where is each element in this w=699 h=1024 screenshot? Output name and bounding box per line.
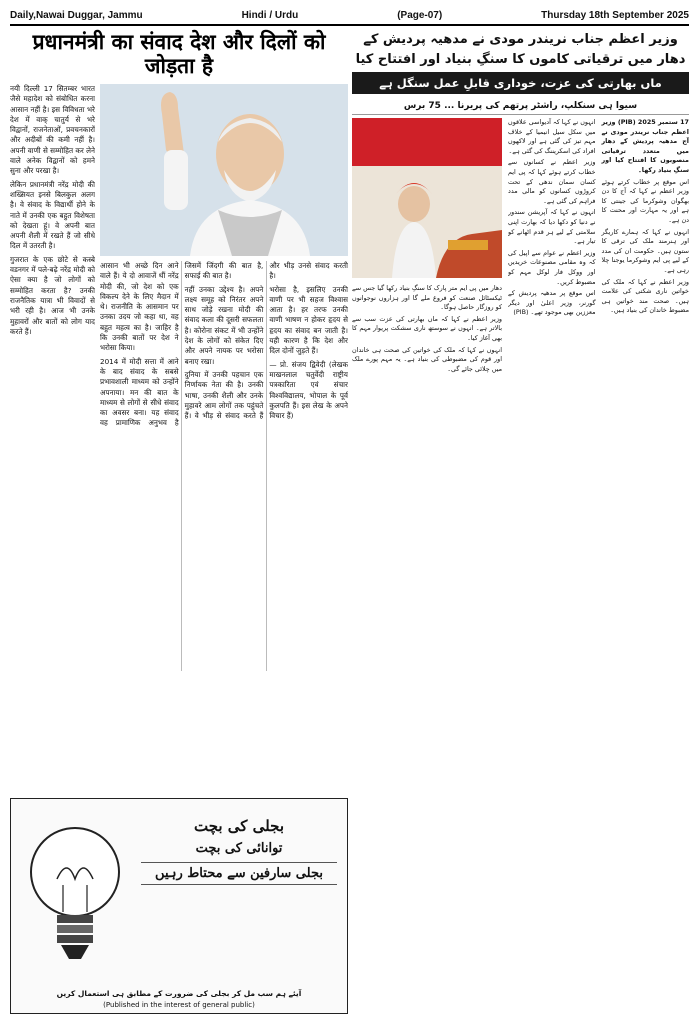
- urdu-paragraph: انہوں نے کہا کہ آپریشن سندور نے دنیا کو دکھا دیا کہ بھارت اپنی سلامتی کے لیے ہر قدم اٹھانے کو تیار ہے۔: [508, 208, 596, 246]
- urdu-paragraph: انہوں نے کہا کہ ملک کی خواتین کی صحت ہی خاندان اور قوم کی مضبوطی کی بنیاد ہے۔ یہ مہم پورے ملک میں چلائی جائے گی۔: [352, 345, 502, 373]
- ad-footer: (Published in the interest of general public): [103, 1001, 255, 1009]
- urdu-paragraph: 17 ستمبر 2025 (PIB) وزیر اعظم جناب نریندر مودی نے آج مدھیہ پردیش کے دھار میں متعدد ترقیاتی منصوبوں کا افتتاح کیا اور سنگِ بنیاد رکھا۔: [601, 118, 689, 174]
- urdu-right-columns: [508, 118, 689, 1008]
- urdu-paragraph: اس موقع پر خطاب کرتے ہوئے وزیر اعظم نے کہا کہ آج کا دن بھگوان وشوکرما کی جینتی کا ہے اور یہ مہارت اور محنت کا دن ہے۔: [601, 177, 689, 224]
- lightbulb-icon: [23, 817, 127, 987]
- paper-name: Daily,Nawai Duggar, Jammu: [10, 9, 143, 21]
- ad-text: [141, 817, 337, 885]
- urdu-paragraph: وزیر اعظم نے کسانوں سے خطاب کرتے ہوئے کہا کہ پی ایم کسان سمان ندھی کے تحت کروڑوں کسانوں کو مالی مدد فراہم کی گئی ہے۔: [508, 158, 596, 205]
- ad-line: توانائی کی بچت: [195, 841, 283, 856]
- ad-urdu-footer: آیئے ہم سب مل کر بجلی کی ضرورت کے مطابق ہی استعمال کریں: [56, 989, 302, 998]
- masthead: [10, 6, 689, 26]
- urdu-paragraph: اس موقع پر مدھیہ پردیش کے گورنر، وزیر اعلیٰ اور دیگر معززین بھی موجود تھے۔ (PIB): [508, 289, 596, 317]
- hindi-section: [10, 28, 348, 1014]
- urdu-section: [352, 28, 689, 1014]
- urdu-paragraph: وزیر اعظم نے عوام سے اپیل کی کہ وہ مقامی مصنوعات خریدیں اور ووکل فار لوکل مہم کو مضبوط کریں۔: [508, 248, 596, 286]
- author-credit: — प्रो. संजय द्विवेदी (लेखक माखनलाल चतुर्वेदी राष्ट्रीय पत्रकारिता एवं संचार विश्वविद्यालय, भोपाल के पूर्व कुलपति हैं। इस लेख के अपने विचार हैं): [269, 359, 348, 421]
- hindi-headline: प्रधानमंत्री का संवाद देश और दिलों को जोड़ता है: [32, 29, 326, 78]
- hindi-columns: [100, 261, 348, 671]
- urdu-subheadline: سیوا ہی سنکلپ، راشٹر پرتھم کی پریرنا ... 75 برس: [352, 98, 689, 115]
- languages: Hindi / Urdu: [241, 9, 299, 21]
- urdu-headline: وزیر اعظم جناب نریندر مودی نے مدھیہ پردیش کے دھار میں ترقیاتی کاموں کا سنگِ بنیاد اور افتتاح کیا: [355, 32, 686, 67]
- urdu-paragraph: دھار میں پی ایم متر پارک کا سنگِ بنیاد رکھا گیا جس سے ٹیکسٹائل صنعت کو فروغ ملے گا اور ہزاروں نوجوانوں کو روزگار حاصل ہوگا۔: [352, 284, 502, 312]
- urdu-paragraph: انہوں نے کہا کہ آدیواسی علاقوں میں سکل سیل انیمیا کے خلاف مہم تیز کی گئی ہے اور لاکھوں افراد کی اسکریننگ کی گئی ہے۔: [508, 118, 596, 155]
- ad-line: بجلی کی بچت: [194, 817, 284, 835]
- urdu-paragraph: وزیر اعظم نے کہا کہ ملک کی خواتین ناری شکتی کی علامت ہیں۔ صحت مند خواتین ہی مضبوط خاندان کی بنیاد ہیں۔: [601, 277, 689, 315]
- hindi-paragraph: नयी दिल्ली 17 सितम्बर भारत जैसे महादेश को संबोधित करना आसान नहीं है। इस विविधता भरे देश में वाक् चातुर्य से भरे विद्वानों, राजनेताओं, प्रवचनकारों और अदीबों की कमी नहीं है। अपनी वाणी से सम्मोहित कर लेने वाले अनेक विद्वानों को हमने सुना और परखा है।: [10, 84, 95, 176]
- hindi-paragraph: आसान भी अच्छे दिन आने वाले हैं। ये दो आवाजें थीं नरेंद्र मोदी की, जो देश को एक विकल्प देने के लिए मैदान में थे। राजनीति के आसमान पर उनका उदय जो कहा था, वह बहुत महत्व का है। जाहिर है कि उनकी बातों पर देश ने भरोसा किया।: [100, 261, 179, 353]
- urdu-subheadline-band: ماں بھارتی کی عزت، خوداری قابلِ عمل سنگل ہے: [352, 72, 689, 94]
- hindi-paragraph: 2014 में मोदी सत्ता में आने के बाद संवाद के सबसे प्रभावशाली माध्यम को उन्होंने अपनाया। मन की बात के माध्यम से लोगों से सीधे संवाद का अवसर बना। यह संवाद वह प्रामाणिक अनुभव है जिसमें जिंदगी की बात है, सफाई की बात है।: [100, 261, 264, 428]
- page-number: (Page-07): [397, 9, 443, 21]
- hindi-paragraph: नहीं उनका उद्देश्य है। अपने लक्ष्य समूह को निरंतर अपने साथ जोड़े रखना मोदी की संवाद कला की दूसरी सफलता है। कोरोना संकट में भी उन्होंने देश के लोगों को संकेत दिए और अपने नायक पर भरोसा बनाए रखा।: [184, 284, 264, 366]
- urdu-paragraph: وزیر اعظم نے کہا کہ ماں بھارتی کی عزت سب سے بالاتر ہے۔ انہوں نے سوستھ ناری سشکت پریوار مہم کا بھی آغاز کیا۔: [352, 314, 502, 342]
- urdu-left-column: [352, 284, 502, 1008]
- hindi-paragraph: गुजरात के एक छोटे से कस्बे वडनगर में पले-बढ़े नरेंद्र मोदी को ऐसा क्या है जो लोगों को सम्मोहित करता है? उनकी राजनैतिक यात्रा भी विवादों से भरी रही है। आज भी उनके मुहावरों और बातों को लोग याद करते हैं।: [10, 254, 95, 336]
- hindi-paragraph: लेकिन प्रधानमंत्री नरेंद्र मोदी की शख्सियत इनसे बिलकुल अलग है। वे संवाद के विद्यार्थी होने के नाते में उनकी एक बहुत विशेषता को देखता हूं। वे अपनी बात अपनी शैली में रखते हैं जो सीधे दिल में उतरती है।: [10, 179, 95, 251]
- electricity-saving-ad: [10, 798, 348, 1014]
- issue-date: Thursday 18th September 2025: [541, 9, 689, 21]
- hindi-paragraph: भरोसा है, इसलिए उनकी वाणी पर भी सहज विश्वास आता है। हर तरफ उनकी वाणी भाषण न होकर हृदय से हृदय का संवाद बन जाती है। यही कारण है कि देश और दिल दोनों जुड़ते हैं।: [269, 284, 348, 356]
- event-photo: [352, 118, 502, 278]
- pm-photo: [100, 84, 348, 256]
- hindi-paragraph: दुनिया में उनकी पहचान एक निर्णायक नेता की है। उनकी भाषा, उनकी शैली और उनके मुहावरे आम लोगों तक पहुंचते हैं। वे भीड़ से संवाद करते हैं और भीड़ उनसे संवाद करती है।: [184, 261, 348, 421]
- hindi-narrow-column: [10, 84, 95, 664]
- ad-line: بجلی سارفین سے محتاط رہیں: [141, 862, 337, 885]
- urdu-paragraph: انہوں نے کہا کہ ہمارے کاریگر اور ہنرمند ملک کی ترقی کا ستون ہیں۔ حکومت ان کی مدد کے لیے پی ایم وشوکرما یوجنا چلا رہی ہے۔: [601, 227, 689, 274]
